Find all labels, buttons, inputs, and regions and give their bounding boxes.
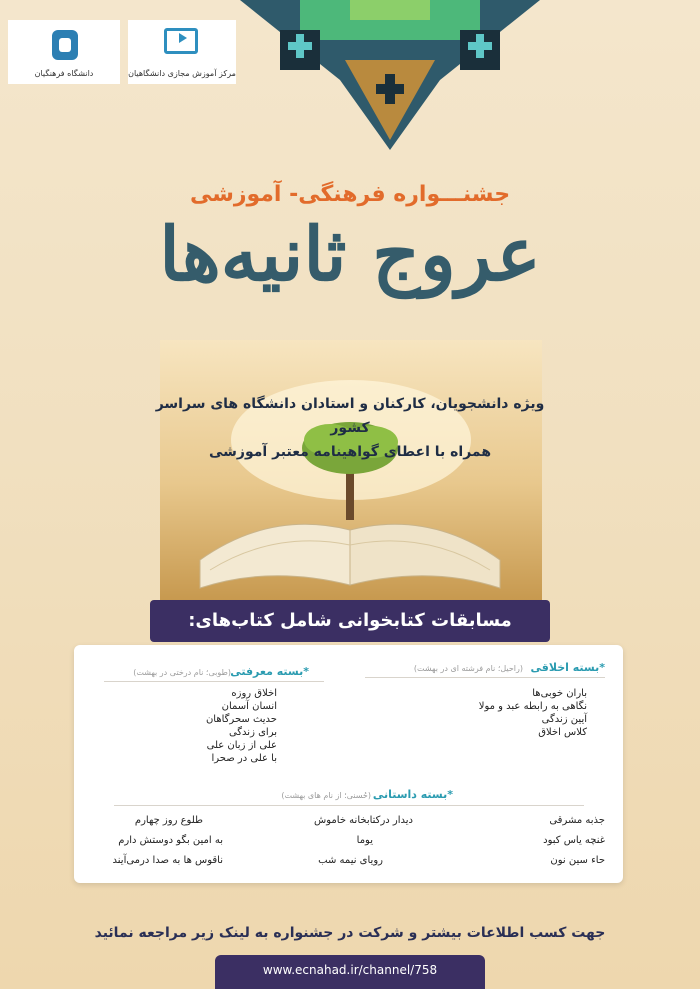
cursor-book-icon <box>164 28 198 54</box>
story-book-r3c3: ناقوس ها به صدا درمی‌آیند <box>112 855 223 866</box>
story-book-r1c1: جذبه مشرقی <box>549 815 605 826</box>
list-item: علی از زبان علی <box>206 740 277 751</box>
virtual-center-caption: مرکز آموزش مجازی دانشگاهیان <box>128 69 236 78</box>
subtitle-line-2: همراه با اعطای گواهینامه معتبر آموزشی <box>208 444 492 460</box>
festival-title: عروج ثانیه‌ها <box>159 212 541 298</box>
list-item: برای زندگی <box>228 727 277 738</box>
story-divider <box>114 805 584 806</box>
story-book-r1c3: طلوع روز چهارم <box>134 815 203 826</box>
list-item: کلاس اخلاق <box>538 727 587 738</box>
ethics-book-list <box>367 687 587 739</box>
list-item: اخلاق روزه <box>231 688 277 699</box>
subtitle-line-1: ویژه دانشجویان، کارکنان و استادان دانشگاه های سراسر کشور <box>155 396 545 436</box>
competition-ribbon: مسابقات کتابخوانی شامل کتاب‌های: <box>150 600 550 642</box>
story-book-r2c1: غنچه یاس کبود <box>543 835 605 846</box>
story-package-note: (حُسنی؛ از نام های بهشت) <box>281 791 371 800</box>
university-logo-caption: دانشگاه فرهنگیان <box>34 69 94 78</box>
list-item: نگاهی به رابطه عبد و مولا <box>478 701 587 712</box>
festival-subtitle <box>150 392 550 464</box>
university-emblem-icon <box>52 30 78 60</box>
footer-instructions: جهت کسب اطلاعات بیشتر و شرکت در جشنواره به لینک زیر مراجعه نمائید <box>94 925 606 941</box>
ethics-package-title: *بسته اخلاقی <box>530 661 605 674</box>
virtual-center-logo <box>128 20 236 84</box>
university-logo <box>8 20 120 84</box>
story-book-r3c2: رویای نیمه شب <box>318 855 383 866</box>
channel-link[interactable]: www.ecnahad.ir/channel/758 <box>215 955 485 989</box>
festival-headline: جشنـــواره فرهنگی- آموزشی <box>189 182 511 207</box>
story-book-r2c3: به امین بگو دوستش دارم <box>118 835 223 846</box>
knowledge-package-title: *بسته معرفتی <box>230 665 309 678</box>
ethics-divider <box>365 677 605 678</box>
knowledge-package-note: (طوبی؛ نام درختی در بهشت) <box>133 668 231 677</box>
list-item: انسان آسمان <box>221 701 277 712</box>
story-package-title: *بسته داستانی <box>372 788 453 801</box>
story-book-r3c1: حاء سین نون <box>550 855 605 866</box>
islamic-pattern-decoration <box>240 0 540 150</box>
story-book-r2c2: یوما <box>356 835 373 846</box>
story-book-r1c2: دیدار درکتابخانه خاموش <box>314 815 413 826</box>
ethics-package-note: (راحیل؛ نام فرشته ای در بهشت) <box>413 664 523 673</box>
book-packages-card <box>74 645 623 883</box>
book-tree-illustration <box>160 340 542 600</box>
list-item: حدیث سحرگاهان <box>205 714 277 725</box>
knowledge-book-list <box>97 687 277 765</box>
list-item: با علی در صحرا <box>211 753 277 764</box>
list-item: آیین زندگی <box>541 714 587 725</box>
knowledge-divider <box>104 681 324 682</box>
list-item: باران خوبی‌ها <box>532 688 587 699</box>
